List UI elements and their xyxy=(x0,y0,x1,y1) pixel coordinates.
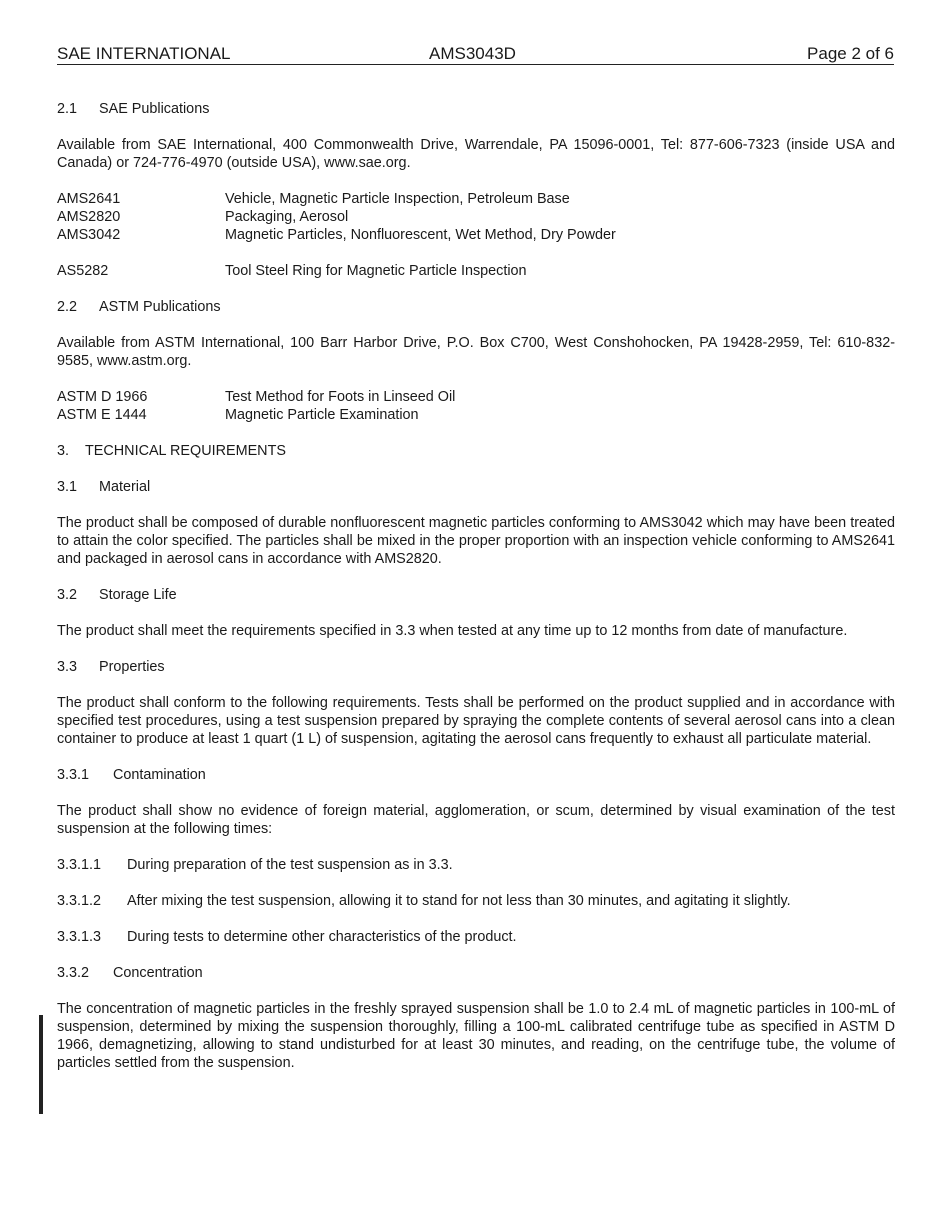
section-title: Properties xyxy=(99,659,165,675)
section-title: Storage Life xyxy=(99,587,177,603)
section-heading-3 xyxy=(57,442,895,460)
reference-title: Tool Steel Ring for Magnetic Particle Inspection xyxy=(225,263,527,279)
reference-title: Magnetic Particle Examination xyxy=(225,407,419,423)
section-heading-3-3-1 xyxy=(57,766,895,784)
section-number: 3.3.1.2 xyxy=(57,893,102,909)
reference-row xyxy=(57,388,895,406)
section-text: After mixing the test suspension, allowing it to stand for not less than 30 minutes, and agitating it slightly. xyxy=(127,893,791,909)
section-heading-2-1 xyxy=(57,100,895,118)
section-title: TECHNICAL REQUIREMENTS xyxy=(85,443,286,459)
section-heading-3-2 xyxy=(57,586,895,604)
reference-title: Vehicle, Magnetic Particle Inspection, Petroleum Base xyxy=(225,191,570,207)
concentration-paragraph: The concentration of magnetic particles in the freshly sprayed suspension shall be 1.0 to 2.4 mL of magnetic particles in 100-mL of suspension, determined by mixing the suspension thoroughly, filling a 100-mL calibrated centrifuge tube as specified in ASTM D 1966, demagnetizing, allowing to stand undisturbed for at least 30 minutes, and reading, on the centrifuge tube, the volume of particles settled from the suspension. xyxy=(57,1001,895,1071)
sae-reference-list xyxy=(57,190,895,244)
reference-title: Test Method for Foots in Linseed Oil xyxy=(225,389,456,405)
section-title: ASTM Publications xyxy=(99,299,221,315)
section-number: 3.3.2 xyxy=(57,965,90,981)
section-number: 2.1 xyxy=(57,101,78,117)
section-number: 3.3.1.3 xyxy=(57,929,102,945)
astm-availability-paragraph: Available from ASTM International, 100 Barr Harbor Drive, P.O. Box C700, West Conshohocken, PA 19428-2959, Tel: 610-832-9585, www.astm.org. xyxy=(57,335,895,369)
section-title: Contamination xyxy=(113,767,206,783)
document-body xyxy=(57,100,895,1072)
reference-title: Packaging, Aerosol xyxy=(225,209,349,225)
header-page-number: Page 2 of 6 xyxy=(807,44,894,63)
section-title: Concentration xyxy=(113,965,203,981)
header-document-number: AMS3043D xyxy=(429,44,516,63)
section-item-3-3-1-3 xyxy=(57,928,895,946)
section-number: 3.3 xyxy=(57,659,78,675)
section-heading-3-3 xyxy=(57,658,895,676)
reference-row xyxy=(57,208,895,226)
astm-reference-list xyxy=(57,388,895,424)
section-heading-3-1 xyxy=(57,478,895,496)
section-title: SAE Publications xyxy=(99,101,210,117)
reference-code: ASTM E 1444 xyxy=(57,407,147,423)
section-number: 3.1 xyxy=(57,479,78,495)
reference-code: AS5282 xyxy=(57,263,109,279)
section-text: During preparation of the test suspension as in 3.3. xyxy=(127,857,453,873)
reference-row xyxy=(57,262,895,280)
section-number: 2.2 xyxy=(57,299,78,315)
sae-aerospace-standard-list xyxy=(57,262,895,280)
reference-title: Magnetic Particles, Nonfluorescent, Wet Method, Dry Powder xyxy=(225,227,616,243)
storage-life-paragraph: The product shall meet the requirements specified in 3.3 when tested at any time up to 12 months from date of manufacture. xyxy=(57,623,848,639)
revision-change-bar xyxy=(39,1015,43,1114)
reference-code: AMS3042 xyxy=(57,227,121,243)
reference-code: AMS2641 xyxy=(57,191,121,207)
section-item-3-3-1-1 xyxy=(57,856,895,874)
reference-row xyxy=(57,190,895,208)
properties-paragraph: The product shall conform to the following requirements. Tests shall be performed on the product supplied and in accordance with specified test procedures, using a test suspension prepared by spraying the complete contents of several aerosol cans into a clean container to produce at least 1 quart (1 L) of suspension, agitating the aerosol cans frequently to exhaust all particulate material. xyxy=(57,695,895,747)
section-heading-3-3-2 xyxy=(57,964,895,982)
page-header xyxy=(57,44,894,65)
section-number: 3.2 xyxy=(57,587,78,603)
section-item-3-3-1-2 xyxy=(57,892,895,910)
material-paragraph: The product shall be composed of durable nonfluorescent magnetic particles conforming to AMS3042 which may have been treated to attain the color specified. The particles shall be mixed in the proper proportion with an inspection vehicle conforming to AMS2641 and packaged in aerosol cans in accordance with AMS2820. xyxy=(57,515,895,567)
section-heading-2-2 xyxy=(57,298,895,316)
section-title: Material xyxy=(99,479,151,495)
header-organization: SAE INTERNATIONAL xyxy=(57,44,231,63)
section-number: 3. xyxy=(57,443,70,459)
sae-availability-paragraph: Available from SAE International, 400 Commonwealth Drive, Warrendale, PA 15096-0001, Tel: 877-606-7323 (inside USA and Canada) or 724-776-4970 (outside USA), www.sae.org. xyxy=(57,137,895,171)
reference-row xyxy=(57,226,895,244)
section-number: 3.3.1.1 xyxy=(57,857,102,873)
contamination-paragraph: The product shall show no evidence of foreign material, agglomeration, or scum, determined by visual examination of the test suspension at the following times: xyxy=(57,803,895,837)
section-number: 3.3.1 xyxy=(57,767,90,783)
section-text: During tests to determine other characteristics of the product. xyxy=(127,929,517,945)
reference-row xyxy=(57,406,895,424)
reference-code: AMS2820 xyxy=(57,209,121,225)
reference-code: ASTM D 1966 xyxy=(57,389,148,405)
